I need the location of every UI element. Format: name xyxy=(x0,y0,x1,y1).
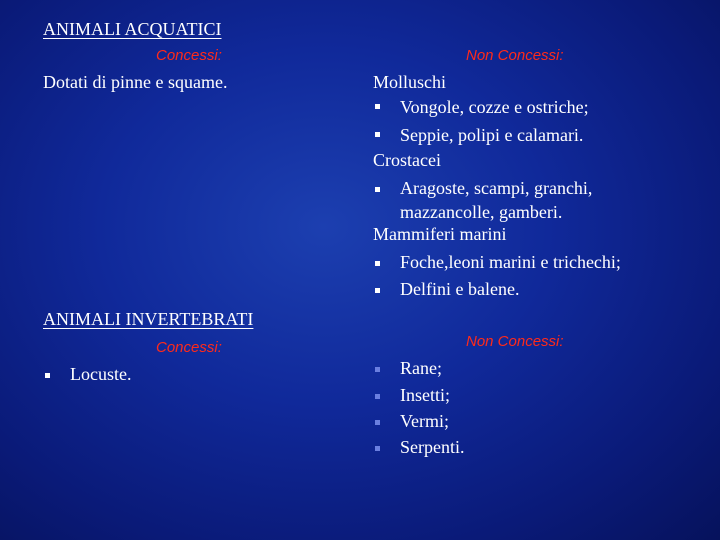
bullet-icon xyxy=(375,367,380,372)
bullet-icon xyxy=(375,420,380,425)
bullet-icon xyxy=(375,187,380,192)
aquatic-allowed-text: Dotati di pinne e squame. xyxy=(43,72,228,92)
aquatic-heading: ANIMALI ACQUATICI xyxy=(43,19,222,39)
list-item: Seppie, polipi e calamari. xyxy=(400,125,584,145)
bullet-icon xyxy=(375,104,380,109)
group-crostacei: Crostacei xyxy=(373,150,441,170)
list-item: Rane; xyxy=(400,358,442,378)
group-molluschi: Molluschi xyxy=(373,72,447,92)
list-item: Serpenti. xyxy=(400,437,465,457)
group-mammiferi-marini: Mammiferi marini xyxy=(373,224,507,244)
aquatic-allowed-label: Concessi: xyxy=(156,47,222,64)
list-item-continuation: mazzancolle, gamberi. xyxy=(400,202,563,222)
list-item: Aragoste, scampi, granchi, xyxy=(400,178,593,198)
bullet-icon xyxy=(45,373,50,378)
bullet-icon xyxy=(375,261,380,266)
list-item: Foche,leoni marini e trichechi; xyxy=(400,252,621,272)
list-item: Locuste. xyxy=(70,364,132,384)
bullet-icon xyxy=(375,394,380,399)
list-item: Vermi; xyxy=(400,411,449,431)
invertebrates-not-allowed-label: Non Concessi: xyxy=(466,333,564,350)
bullet-icon xyxy=(375,132,380,137)
invertebrates-allowed-label: Concessi: xyxy=(156,339,222,356)
invertebrates-heading: ANIMALI INVERTEBRATI xyxy=(43,309,254,329)
list-item: Delfini e balene. xyxy=(400,279,520,299)
bullet-icon xyxy=(375,446,380,451)
aquatic-not-allowed-label: Non Concessi: xyxy=(466,47,564,64)
list-item: Vongole, cozze e ostriche; xyxy=(400,97,589,117)
bullet-icon xyxy=(375,288,380,293)
list-item: Insetti; xyxy=(400,385,450,405)
